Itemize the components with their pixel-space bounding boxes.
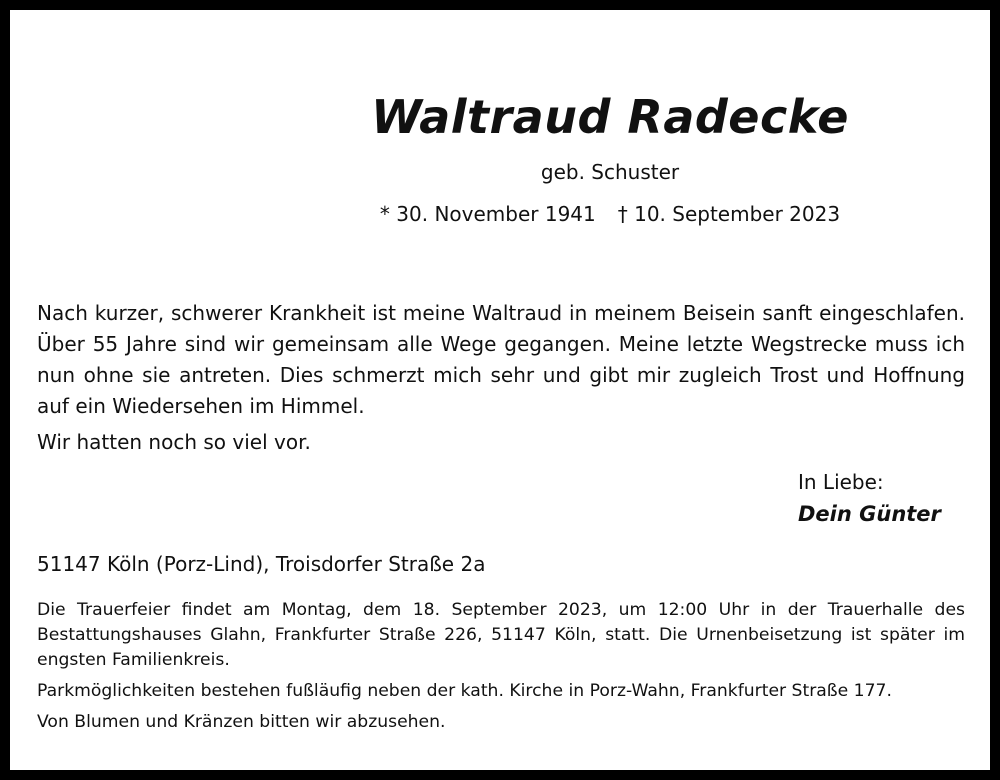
address: 51147 Köln (Porz-Lind), Troisdorfer Straße 2a — [37, 552, 486, 576]
birth-date: * 30. November 1941 — [379, 202, 596, 226]
life-dates — [370, 202, 850, 226]
in-love-label: In Liebe: — [798, 470, 884, 494]
deceased-name: Waltraud Radecke — [371, 90, 849, 144]
obituary-notice — [10, 10, 990, 770]
memorial-message: Nach kurzer, schwerer Krankheit ist meine Waltraud in meinem Beisein sanft eingeschlafen. Über 55 Jahre sind wir gemeinsam alle Wege gegangen. Meine letzte Wegstrecke muss ich nun ohne sie antreten. Dies schmerzt mich sehr und gibt mir zugleich Trost und Hoffnung auf ein Wiedersehen im Himmel. — [37, 301, 965, 418]
funeral-info — [37, 598, 965, 741]
flowers-info: Von Blumen und Kränzen bitten wir abzusehen. — [37, 712, 446, 732]
signature: Dein Günter — [798, 502, 941, 526]
ceremony-info: Die Trauerfeier findet am Montag, dem 18. September 2023, um 12:00 Uhr in der Trauerhalle des Bestattungshauses Glahn, Frankfurter Straße 226, 51147 Köln, statt. Die Urnenbeisetzung ist später im engsten Familienkreis. — [37, 600, 965, 670]
closing-line: Wir hatten noch so viel vor. — [37, 430, 311, 454]
maiden-name: geb. Schuster — [540, 160, 680, 184]
parking-info: Parkmöglichkeiten bestehen fußläufig neben der kath. Kirche in Porz-Wahn, Frankfurter Straße 177. — [37, 681, 892, 701]
death-date: † 10. September 2023 — [617, 202, 841, 226]
